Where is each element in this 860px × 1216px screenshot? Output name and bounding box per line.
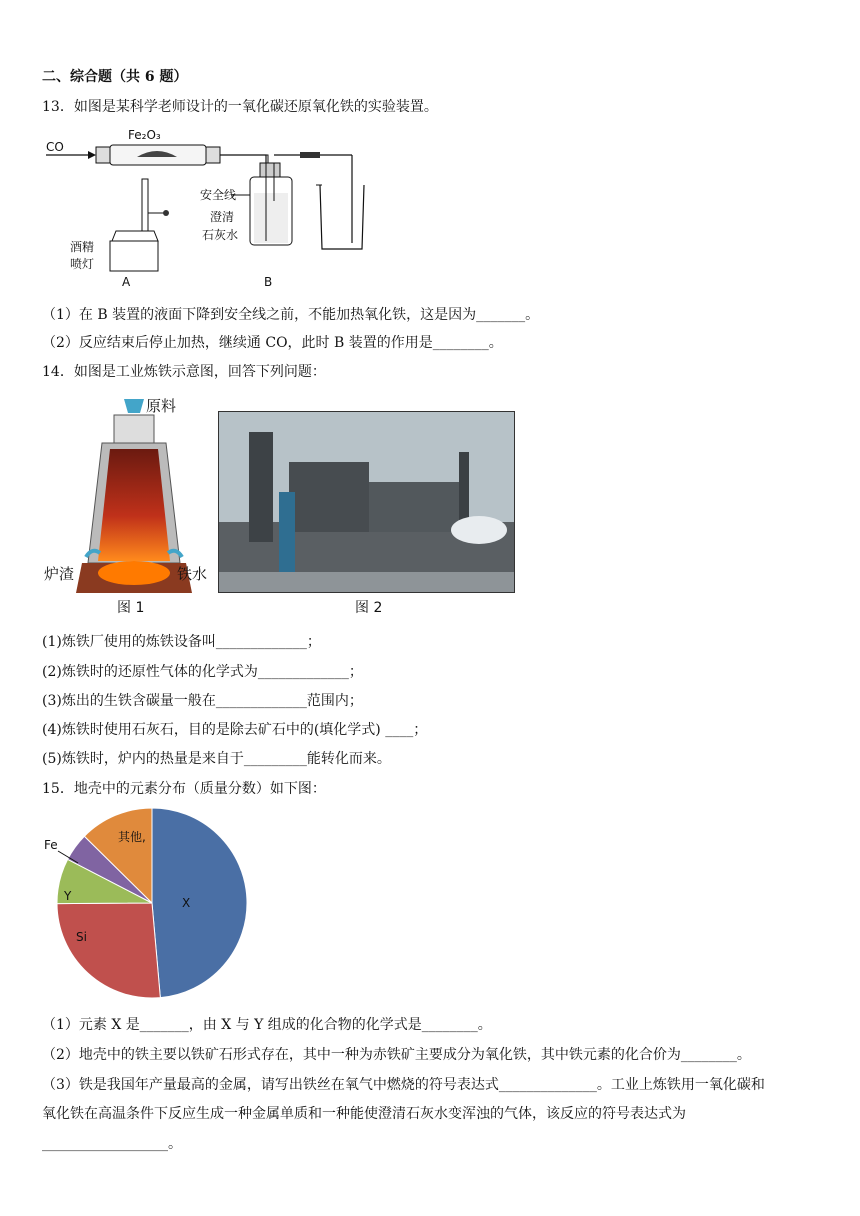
pie-label-Y: Y bbox=[64, 889, 72, 903]
q14-p3: (3)炼出的生铁含碳量一般在_____________范围内； bbox=[42, 693, 363, 709]
q13-stem: 13．如图是某科学老师设计的一氧化碳还原氧化铁的实验装置。 bbox=[42, 99, 438, 115]
q13-p1: （1）在 B 装置的液面下降到安全线之前，不能加热氧化铁，这是因为_______。 bbox=[42, 307, 540, 323]
burner-label-1: 酒精 bbox=[70, 240, 95, 254]
raw-material-label: 原料 bbox=[146, 397, 177, 415]
pie-label-Si: Si bbox=[76, 930, 87, 944]
q15-p2: （2）地壳中的铁主要以铁矿石形式存在，其中一种为赤铁矿主要成分为氧化铁，其中铁元素的化合价为________。 bbox=[42, 1047, 751, 1063]
label-A: A bbox=[122, 275, 131, 289]
burner-label-2: 喷灯 bbox=[70, 257, 95, 271]
fig2-caption: 图 2 bbox=[355, 600, 383, 616]
pie-label-X: X bbox=[182, 896, 191, 910]
q14-p2: (2)炼铁时的还原性气体的化学式为_____________； bbox=[42, 664, 363, 680]
q15-p3: （3）铁是我国年产量最高的金属，请写出铁丝在氧气中燃烧的符号表达式______________。工业上炼铁用一氧化碳和 bbox=[42, 1077, 765, 1093]
limewater-label: 石灰水 bbox=[202, 228, 239, 242]
clear-label: 澄清 bbox=[210, 210, 235, 224]
q14-p4: (4)炼铁时使用石灰石，目的是除去矿石中的(填化学式) ____； bbox=[42, 722, 428, 738]
q15-p1: （1）元素 X 是_______，由 X 与 Y 组成的化合物的化学式是________。 bbox=[42, 1017, 492, 1033]
pie-slice-Si bbox=[57, 903, 160, 998]
q15-p4: 氧化铁在高温条件下反应生成一种金属单质和一种能使澄清石灰水变浑浊的气体，该反应的符号表达式为 bbox=[42, 1106, 686, 1122]
q14-p5: (5)炼铁时，炉内的热量是来自于_________能转化而来。 bbox=[42, 751, 391, 767]
q15-stem: 15．地壳中的元素分布（质量分数）如下图： bbox=[42, 781, 326, 797]
fe2o3-label: Fe₂O₃ bbox=[128, 128, 161, 142]
q13-p2: （2）反应结束后停止加热，继续通 CO，此时 B 装置的作用是________。 bbox=[42, 335, 503, 351]
q14-p1: (1)炼铁厂使用的炼铁设备叫_____________； bbox=[42, 634, 321, 650]
blast-furnace-figure bbox=[42, 393, 217, 618]
co-label: CO bbox=[46, 140, 64, 154]
pie-label-其他: 其他, bbox=[118, 830, 146, 844]
pie-label-Fe: Fe bbox=[44, 838, 58, 852]
section-title: 二、综合题（共 6 题） bbox=[42, 69, 188, 85]
ironworks-photo bbox=[218, 411, 515, 593]
element-distribution-pie-chart bbox=[42, 805, 257, 1005]
q13-apparatus-figure bbox=[42, 123, 382, 293]
pie-slice-X bbox=[152, 808, 247, 998]
q15-p5: __________________。 bbox=[42, 1136, 182, 1152]
label-B: B bbox=[264, 275, 273, 289]
fig1-caption: 图 1 bbox=[117, 600, 145, 616]
molten-iron-label: 铁水 bbox=[177, 565, 208, 583]
safety-line-label: 安全线 bbox=[200, 188, 237, 202]
slag-label: 炉渣 bbox=[44, 565, 75, 583]
q14-stem: 14．如图是工业炼铁示意图，回答下列问题： bbox=[42, 364, 326, 380]
